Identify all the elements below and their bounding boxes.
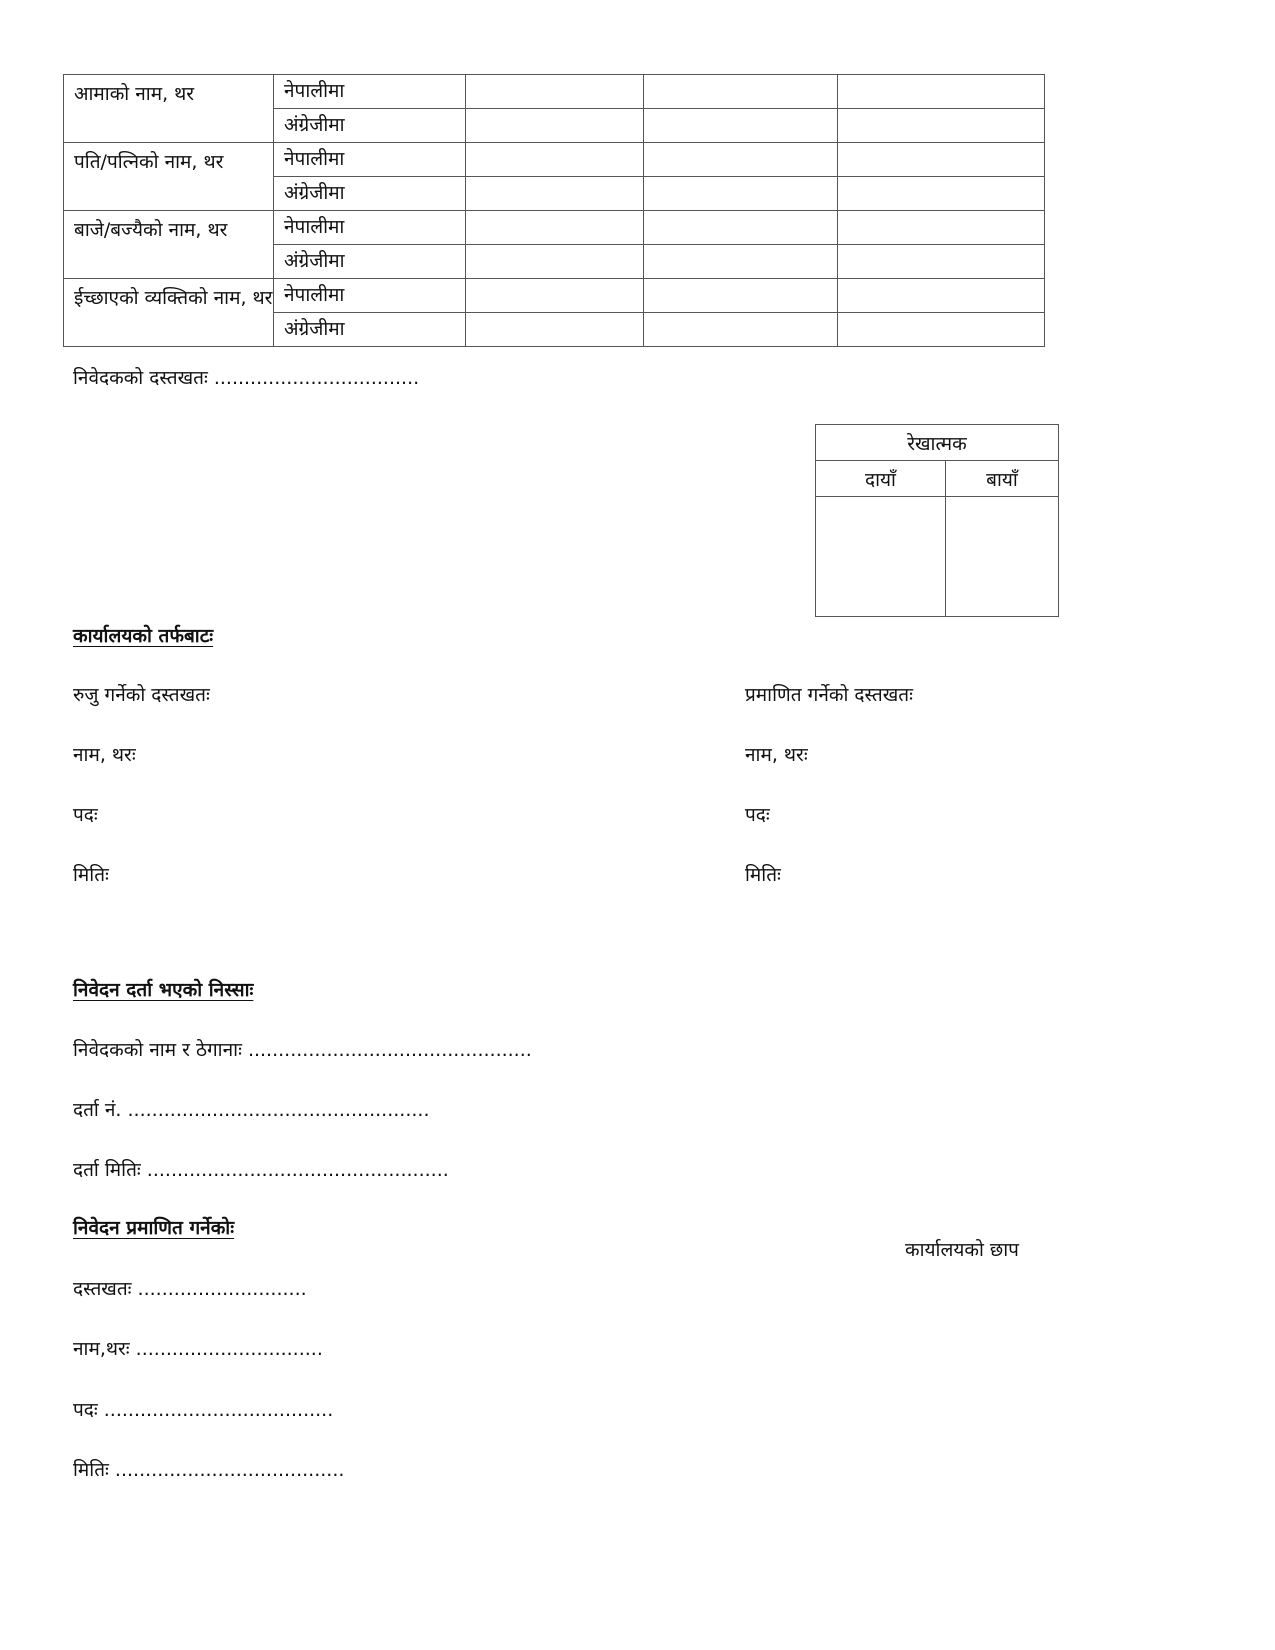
blank-cell[interactable] — [644, 313, 838, 347]
fingerprint-left-label: बायाँ — [946, 461, 1059, 497]
lang-nepali: नेपालीमा — [274, 211, 466, 245]
blank-cell[interactable] — [838, 177, 1045, 211]
blank-cell[interactable] — [838, 279, 1045, 313]
receipt-reg-no-line: दर्ता नं. .................................................. — [73, 1099, 430, 1121]
verifier-name-line: नाम,थरः ............................... — [73, 1338, 323, 1360]
blank-cell[interactable] — [838, 245, 1045, 279]
lang-english: अंग्रेजीमा — [274, 177, 466, 211]
verifier-heading: निवेदन प्रमाणित गर्नेकोः — [73, 1217, 235, 1239]
checker-post: पदः — [73, 804, 98, 826]
blank-cell[interactable] — [838, 313, 1045, 347]
blank-cell[interactable] — [838, 75, 1045, 109]
row-label-mother: आमाको नाम, थर — [64, 75, 274, 143]
row-label-grandparent: बाजे/बज्यैको नाम, थर — [64, 211, 274, 279]
fingerprint-table — [815, 424, 1059, 617]
checker-signature: रुजु गर्नेको दस्तखतः — [73, 684, 210, 706]
office-heading: कार्यालयको तर्फबाटः — [73, 625, 214, 647]
blank-cell[interactable] — [466, 75, 644, 109]
lang-nepali: नेपालीमा — [274, 143, 466, 177]
verifier-signature-line: दस्तखतः ............................ — [73, 1278, 307, 1300]
blank-cell[interactable] — [466, 279, 644, 313]
blank-cell[interactable] — [466, 177, 644, 211]
blank-cell[interactable] — [644, 109, 838, 143]
table-row — [64, 279, 1045, 313]
checker-date: मितिः — [73, 864, 109, 886]
receipt-applicant-line: निवेदकको नाम र ठेगानाः ............................................... — [73, 1039, 532, 1061]
lang-english: अंग्रेजीमा — [274, 313, 466, 347]
blank-cell[interactable] — [466, 143, 644, 177]
certifier-post: पदः — [745, 804, 770, 826]
blank-cell[interactable] — [644, 279, 838, 313]
blank-cell[interactable] — [838, 109, 1045, 143]
receipt-heading: निवेदन दर्ता भएको निस्साः — [73, 979, 254, 1001]
lang-nepali: नेपालीमा — [274, 279, 466, 313]
lang-nepali: नेपालीमा — [274, 75, 466, 109]
fingerprint-right-box — [816, 497, 946, 617]
certifier-name: नाम, थरः — [745, 744, 808, 766]
row-label-desired-person: ईच्छाएको व्यक्तिको नाम, थर — [64, 279, 274, 347]
blank-cell[interactable] — [644, 143, 838, 177]
table-row — [64, 75, 1045, 109]
blank-cell[interactable] — [644, 245, 838, 279]
lang-english: अंग्रेजीमा — [274, 109, 466, 143]
fingerprint-title: रेखात्मक — [816, 425, 1059, 461]
blank-cell[interactable] — [466, 109, 644, 143]
verifier-date-line: मितिः ...................................... — [73, 1459, 345, 1481]
table-row — [64, 143, 1045, 177]
blank-cell[interactable] — [838, 211, 1045, 245]
blank-cell[interactable] — [644, 75, 838, 109]
names-table — [63, 74, 1045, 347]
blank-cell[interactable] — [644, 177, 838, 211]
office-stamp-label: कार्यालयको छाप — [905, 1239, 1019, 1261]
receipt-reg-date-line: दर्ता मितिः .................................................. — [73, 1159, 449, 1181]
verifier-post-line: पदः ...................................... — [73, 1399, 334, 1421]
row-label-spouse: पति/पत्निको नाम, थर — [64, 143, 274, 211]
fingerprint-left-box — [946, 497, 1059, 617]
table-row — [64, 211, 1045, 245]
applicant-signature-line: निवेदकको दस्तखतः .................................. — [73, 367, 420, 389]
blank-cell[interactable] — [466, 313, 644, 347]
blank-cell[interactable] — [644, 211, 838, 245]
fingerprint-right-label: दायाँ — [816, 461, 946, 497]
blank-cell[interactable] — [838, 143, 1045, 177]
certifier-signature: प्रमाणित गर्नेको दस्तखतः — [745, 684, 913, 706]
checker-name: नाम, थरः — [73, 744, 136, 766]
lang-english: अंग्रेजीमा — [274, 245, 466, 279]
blank-cell[interactable] — [466, 211, 644, 245]
blank-cell[interactable] — [466, 245, 644, 279]
certifier-date: मितिः — [745, 864, 781, 886]
